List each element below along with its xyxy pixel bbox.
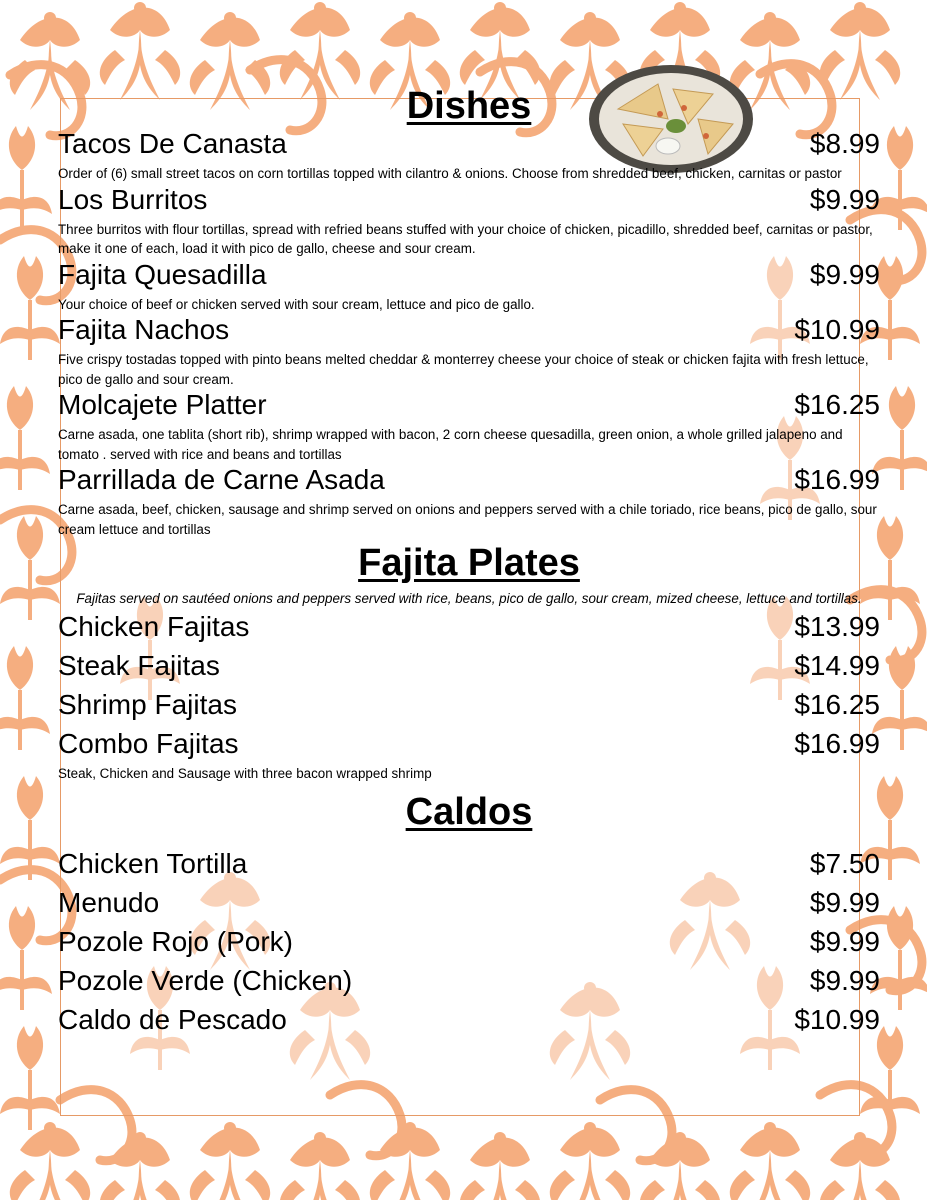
item-price: $9.99 [809, 886, 880, 918]
menu-item [58, 965, 880, 1004]
item-price: $9.99 [809, 925, 880, 957]
item-name: Chicken Fajitas [58, 611, 250, 642]
item-price: $16.99 [794, 728, 880, 759]
item-description: Steak, Chicken and Sausage with three bacon wrapped shrimp [58, 766, 432, 781]
item-name: Combo Fajitas [58, 728, 239, 759]
item-name: Fajita Nachos [58, 314, 230, 345]
item-name: Tacos De Canasta [58, 128, 287, 159]
menu-item [58, 184, 880, 259]
menu-item [58, 1004, 880, 1043]
menu-item [58, 689, 880, 728]
menu-item [58, 259, 880, 315]
item-price: $8.99 [809, 128, 880, 159]
menu-item [58, 314, 880, 389]
item-name: Steak Fajitas [58, 650, 220, 681]
item-name: Fajita Quesadilla [58, 258, 267, 290]
menu-item [58, 728, 880, 784]
menu-item [58, 128, 880, 184]
section-title-dishes: Dishes [406, 85, 532, 127]
menu-item [58, 389, 880, 464]
section-title-caldos: Caldos [405, 790, 533, 833]
item-name: Parrillada de Carne Asada [58, 464, 385, 495]
menu-item [58, 848, 880, 887]
item-name: Caldo de Pescado [58, 1003, 287, 1035]
item-name: Pozole Verde (Chicken) [58, 964, 353, 996]
menu-content [58, 84, 880, 1043]
item-name: Menudo [58, 886, 160, 918]
item-price: $13.99 [794, 611, 880, 642]
item-price: $10.99 [794, 1003, 880, 1035]
item-price: $9.99 [809, 258, 880, 290]
item-price: $7.50 [809, 847, 880, 879]
item-name: Chicken Tortilla [58, 847, 248, 879]
item-name: Los Burritos [58, 183, 208, 215]
item-description: Carne asada, beef, chicken, sausage and shrimp served on onions and peppers served with a chile toriado, rice beans, pico de gallo, sour cream lettuce and tortillas [58, 502, 877, 537]
item-price: $9.99 [809, 183, 880, 215]
item-description: Three burritos with flour tortillas, spread with refried beans stuffed with your choice of chicken, picadillo, shredded beef, carnitas or pastor, make it one of each, load it with pico de gallo, cheese and sour cream. [58, 221, 873, 256]
section-intro: Fajitas served on sautéed onions and peppers served with rice, beans, pico de gallo, sour cream, mized cheese, lettuce and tortillas. [76, 591, 862, 606]
menu-item [58, 926, 880, 965]
item-name: Shrimp Fajitas [58, 689, 237, 720]
item-price: $16.25 [794, 689, 880, 720]
item-price: $10.99 [794, 314, 880, 345]
item-name: Pozole Rojo (Pork) [58, 925, 293, 957]
item-description: Your choice of beef or chicken served with sour cream, lettuce and pico de gallo. [58, 296, 535, 312]
section-dishes [58, 84, 880, 539]
item-name: Molcajete Platter [58, 389, 267, 420]
section-fajita-plates [58, 541, 880, 784]
item-price: $14.99 [794, 650, 880, 681]
section-caldos [58, 790, 880, 1043]
item-description: Order of (6) small street tacos on corn tortillas topped with cilantro & onions. Choose from shredded beef, chicken, carnitas or pastor [58, 166, 842, 181]
menu-item [58, 611, 880, 650]
item-price: $16.25 [794, 389, 880, 420]
item-description: Five crispy tostadas topped with pinto beans melted cheddar & monterrey cheese your choice of steak or chicken fajita with fresh lettuce, pico de gallo and sour cream. [58, 352, 869, 387]
menu-item [58, 887, 880, 926]
section-title-fajita-plates: Fajita Plates [358, 542, 580, 584]
menu-item [58, 650, 880, 689]
menu-item [58, 464, 880, 539]
item-price: $16.99 [794, 464, 880, 495]
item-description: Carne asada, one tablita (short rib), shrimp wrapped with bacon, 2 corn cheese quesadilla, green onion, a whole grilled jalapeno and tomato . served with rice and beans and tortillas [58, 427, 843, 462]
item-price: $9.99 [809, 964, 880, 996]
